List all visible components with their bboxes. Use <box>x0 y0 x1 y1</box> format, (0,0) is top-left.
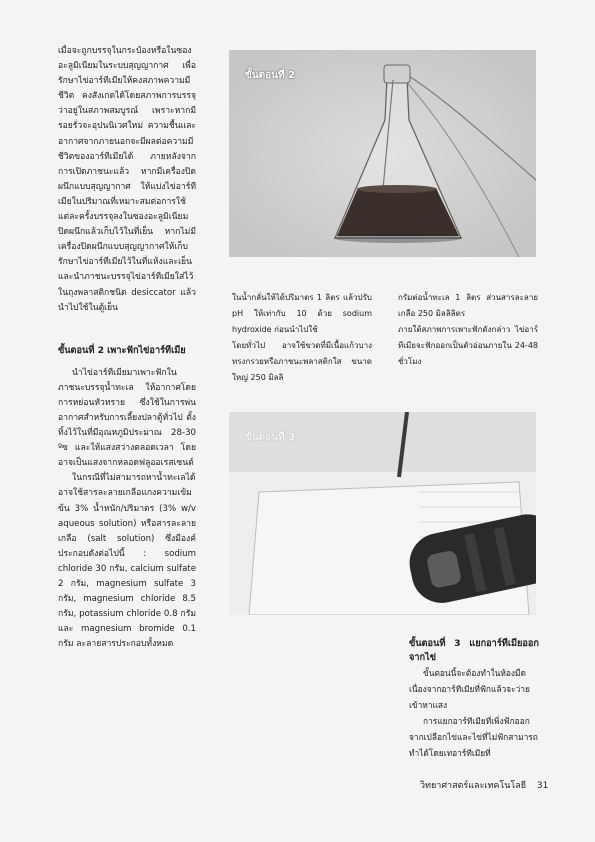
photo-step3-label: ขั้นตอนที่ 3 <box>245 432 296 443</box>
right-column <box>409 637 539 761</box>
caption-right: กรัมต่อน้ำทะเล 1 ลิตร ส่วนสารละลายเกลือ 250 มิลลิลิตร ภายใต้สภาพการเพาะฟักดังกล่าว ไข่อาร์ทีเมียจะฟักออกเป็นตัวอ่อนภายใน 24-48 ชั่วโมง <box>398 293 538 366</box>
step2-heading: ขั้นตอนที่ 2 เพาะฟักไข่อาร์ทีเมีย <box>58 344 186 356</box>
page-footer <box>420 778 548 792</box>
left-paragraph-1: เมื่อจะถูกบรรจุในกระป๋องหรือในซองอะลูมิเนียมในระบบสุญญากาศ เพื่อรักษาไข่อาร์ทีเมียให้คงสภาพความมีชีวิต คงสังเกตได้โดยสภาพการบรรจุว่าอยู่ในสภาพสมบูรณ์ เพราะหากมีรอยรั่วจะอุปนนิเวศใหม่ ความชื้นและอากาศจากภายนอกจะมีผลต่อความมีชีวิตของอาร์ทีเมียได้ ภายหลังจากการเปิดภาชนะแล้ว หากมีเครื่องปิดผนึกแบบสุญญากาศ ให้แบ่งไข่อาร์ทีเมียในปริมาณที่เหมาะสมต่อการใช้แต่ละครั้งบรรจุลงในซองอะลูมิเนียมปิดผนึกแล้วเก็บไว้ในที่เย็น หากไม่มีเครื่องปิดผนึกแบบสุญญากาศให้เก็บรักษาไข่อาร์ทีเมียไว้ในที่แห้งและเย็น และนำภาชนะบรรจุไข่อาร์ทีเมียใส่ไว้ในถุงพลาสติกชนิด desiccator แล้วนำไปใช้ในตู้เย็น <box>58 46 196 313</box>
photo-step3-separation <box>229 412 536 615</box>
left-paragraph-3: ในกรณีที่ไม่สามารถหาน้ำทะเลได้อาจใช้สารละลายเกลือแกงความเข้มข้น 3% น้ำหนัก/ปริมาตร (3% w/v aqueous solution) หรือสารละลายเกลือ (salt solution) ซึ่งมีองค์ประกอบดังต่อไปนี้ : sodium chloride 30 กรัม, calcium sulfate 2 กรัม, magnesium sulfate 3 กรัม, magnesium chloride 8.5 กรัม, potassium chloride 0.8 กรัม และ magnesium bromide 0.1 กรัม ละลายสารประกอบทั้งหมด <box>58 473 196 650</box>
photo-step2-flask <box>229 50 536 257</box>
right-paragraph-1: ขั้นตอนนี้จะต้องทำในห้องมืด เนื่องจากอาร์ทีเมียที่ฟักแล้วจะว่ายเข้าหาแสง <box>409 668 530 710</box>
page-number: 31 <box>536 781 549 791</box>
footer-magazine-name: วิทยาศาสตร์และเทคโนโลยี <box>420 781 527 791</box>
right-paragraph-2: การแยกอาร์ทีเมียที่เพิ่งฟักออกจากเปลือกไข่และไข่ที่ไม่ฟักสามารถทำได้โดยเทอาร์ทีเมียที่ <box>409 716 538 758</box>
left-paragraph-2: นำไข่อาร์ทีเมียมาเพาะฟักในภาชนะบรรจุน้ำทะเล ให้อากาศโดยการหย่อนหัวทราย ซึ่งใช้ในการพ่นอากาศสำหรับการเลี้ยงปลาตู้ทั่วไป ตั้งทิ้งไว้ในที่มีอุณหภูมิประมาณ 28-30 ºซ และให้แสงสว่างตลอดเวลา โดยอาจเป็นแสงจากหลอดฟลูออเรสเซนต์ <box>58 367 196 469</box>
photo-step2-label: ขั้นตอนที่ 2 <box>245 70 296 81</box>
left-column <box>58 44 196 652</box>
caption-middle: ในน้ำกลั่นให้ได้ปริมาตร 1 ลิตร แล้วปรับ pH ให้เท่ากับ 10 ด้วย sodium hydroxide ก่อนนำไปใช้ โดยทั่วไป อาจใช้ขวดที่มีเนื้อแก้วบาง ทรงกรวยหรือภาชนะพลาสติกใส ขนาดใหญ่ 250 มิลลิ <box>232 293 372 382</box>
step3-heading: ขั้นตอนที่ 3 แยกอาร์ทีเมียออกจากไข่ <box>409 638 539 663</box>
